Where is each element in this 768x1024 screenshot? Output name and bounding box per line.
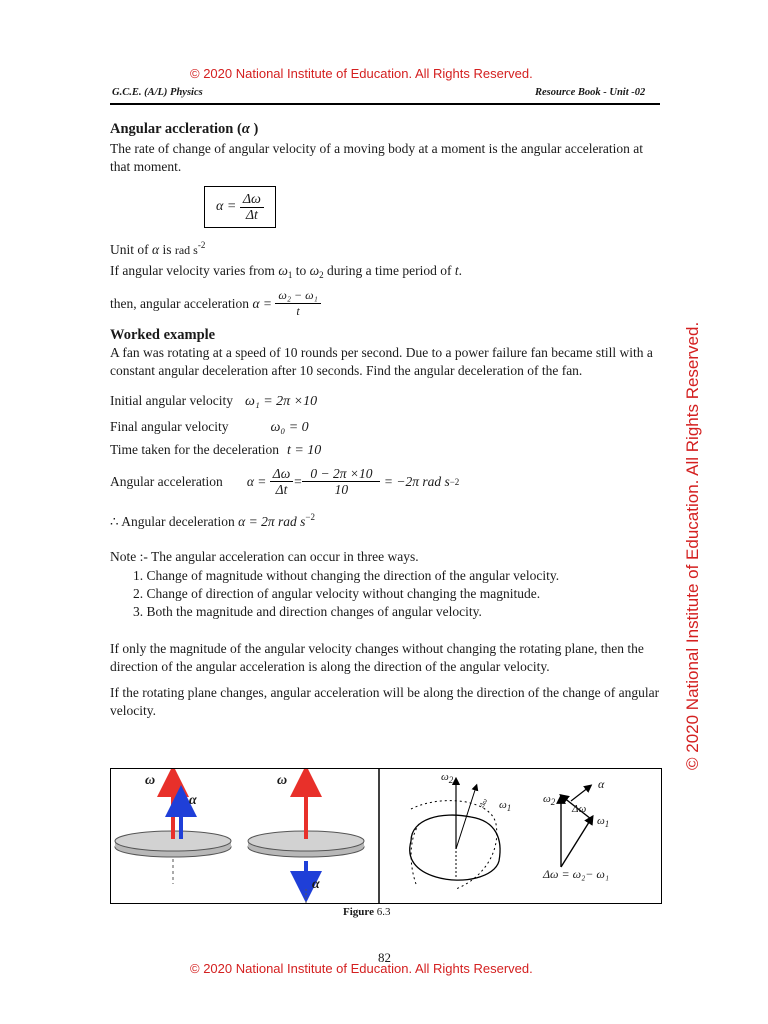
delta-omega-equation: Δω = ω₂− ω₁ <box>543 867 609 881</box>
alpha-label-1: α <box>189 793 197 808</box>
disk-2 <box>248 781 364 903</box>
bottom-copyright: © 2020 National Institute of Education. All Rights Reserved. <box>190 961 533 976</box>
final-velocity: Final angular velocity ω₀ = 0 <box>110 419 309 435</box>
figure-drawing <box>111 769 661 903</box>
omega2-label-triangle: $\omega_2$ <box>543 793 556 807</box>
note-item-3: 3. Both the magnitude and direction changes of angular velocity. <box>133 604 482 619</box>
note-item-2: 2. Change of direction of angular velocity without changing the magnitude. <box>133 586 541 601</box>
worked-example-title: Worked example <box>110 327 216 343</box>
omega1-label-plane: $\omega_1$ <box>499 799 512 813</box>
worked-example-text: A fan was rotating at a speed of 10 rounds per second. Due to a power failure fan became still with a constant angular deceleration after 10 seconds. Find the angular deceleration of the fan. <box>110 345 653 378</box>
figure-6-3 <box>110 768 662 904</box>
section-title: Angular accleration (α ) <box>110 121 259 137</box>
alpha-formula-box: α = $\frac{\Delta\omega}{\Delta t}$ <box>204 186 276 228</box>
header-left: G.C.E. (A/L) Physics <box>112 87 203 98</box>
header-rule <box>110 103 660 105</box>
note-item-1: 1. Change of magnitude without changing the direction of the angular velocity. <box>133 568 560 583</box>
omega2-label-plane: $\omega_2$ <box>441 771 454 785</box>
delta-omega-label: Δω <box>572 803 587 815</box>
then-line: then, angular acceleration α = $\frac{\text{ω₂ − ω₁}}{t}$ <box>110 288 321 319</box>
omega-label-1: ω <box>145 773 156 788</box>
initial-velocity: Initial angular velocity ω₁ = 2π ×10 <box>110 393 318 409</box>
varies-line: If angular velocity varies from $\omega_1$ to $\omega_2$ during a time period of t. <box>110 263 463 280</box>
small-delta-omega-label: Δω <box>477 797 490 809</box>
side-copyright: © 2020 National Institute of Education. All Rights Reserved. <box>683 321 702 770</box>
page-number: 82 <box>378 950 391 965</box>
figure-caption: Figure 6.3 <box>343 906 391 918</box>
paragraph-plane: If the rotating plane changes, angular acceleration will be along the direction of the change of angular velocity. <box>110 685 660 718</box>
unit-line: Unit of α is rad $s^{-2}$ <box>110 240 206 257</box>
angular-acceleration-calc: Angular acceleration α = $\frac{\Delta\omega}{\Delta t}$ = $\frac{0 - 2\pi \times 10}{10}$ = −2π rad s −2 <box>110 466 460 497</box>
time-taken: Time taken for the deceleration t = 10 <box>110 442 322 458</box>
rotating-plane-diagram <box>410 781 500 889</box>
alpha-label-2: α <box>312 877 320 892</box>
alpha-label-triangle: α <box>598 777 605 791</box>
paragraph-magnitude: If only the magnitude of the angular velocity changes without changing the rotating plane, then the direction of the angular acceleration is along the direction of the angular velocity. <box>110 641 644 674</box>
header-right: Resource Book - Unit -02 <box>535 87 646 98</box>
note-title: Note :- The angular acceleration can occur in three ways. <box>110 549 419 564</box>
omega1-label-triangle: $\omega_1$ <box>597 815 610 829</box>
angular-deceleration-result: ∴ Angular deceleration α = 2π rad $s^{-2}$ <box>110 512 315 529</box>
intro-text: The rate of change of angular velocity of a moving body at a moment is the angular acceleration at that moment. <box>110 141 644 174</box>
top-copyright: © 2020 National Institute of Education. All Rights Reserved. <box>190 66 533 81</box>
omega-label-2: ω <box>277 773 288 788</box>
disk-1 <box>115 781 231 884</box>
vector-triangle-diagram <box>561 787 591 867</box>
